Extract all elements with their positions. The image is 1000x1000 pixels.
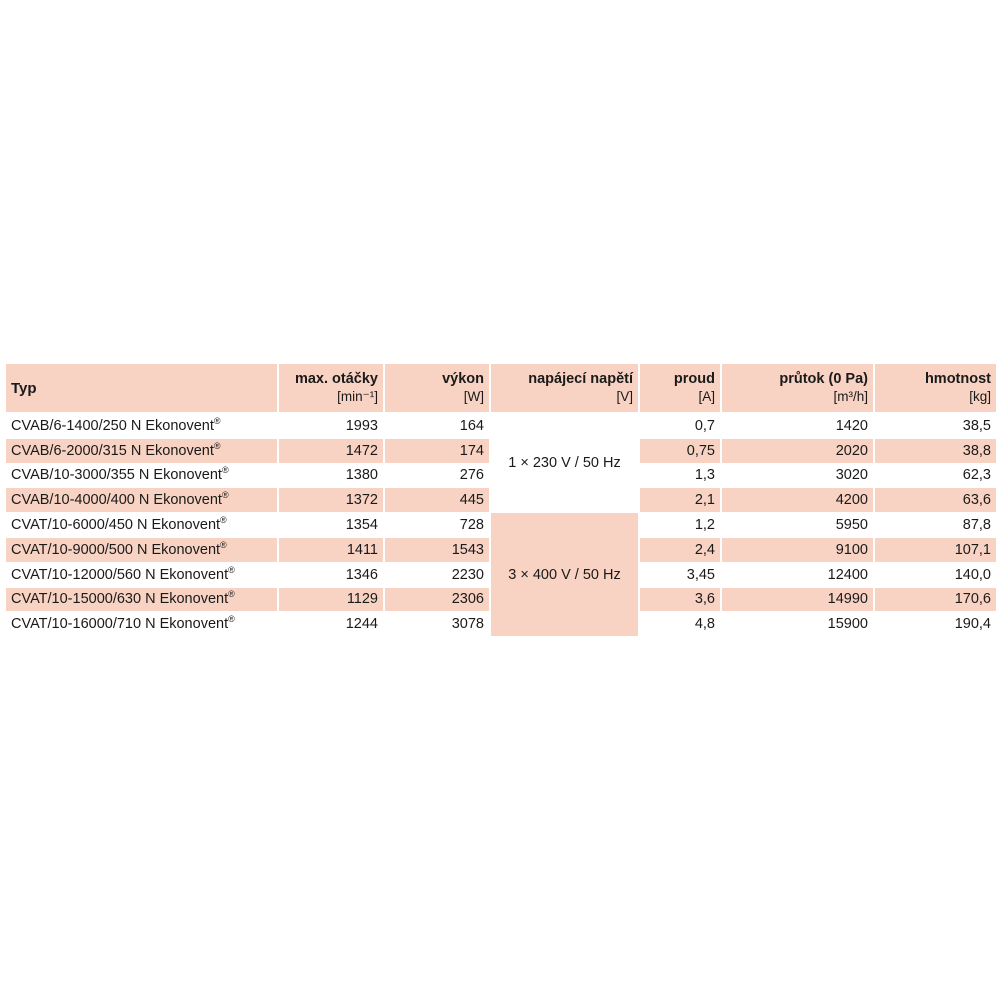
cell-proud: 1,2 xyxy=(640,513,722,538)
registered-mark: ® xyxy=(221,490,229,501)
cell-hmotnost: 62,3 xyxy=(875,464,996,489)
header-otacky-label: max. otáčky xyxy=(294,371,378,387)
cell-prutok: 12400 xyxy=(722,563,875,588)
cell-prutok: 14990 xyxy=(722,588,875,613)
cell-vykon: 1543 xyxy=(385,538,491,563)
cell-typ xyxy=(6,538,279,563)
header-vykon xyxy=(385,364,491,414)
cell-prutok: 4200 xyxy=(722,488,875,513)
cell-vykon: 164 xyxy=(385,414,491,439)
cell-typ xyxy=(6,488,279,513)
cell-vykon: 174 xyxy=(385,439,491,464)
cell-typ xyxy=(6,612,279,637)
cell-proud: 0,75 xyxy=(640,439,722,464)
cell-proud: 2,1 xyxy=(640,488,722,513)
cell-prutok: 2020 xyxy=(722,439,875,464)
registered-mark: ® xyxy=(213,440,221,451)
cell-vykon: 2306 xyxy=(385,588,491,613)
cell-hmotnost: 63,6 xyxy=(875,488,996,513)
cell-prutok: 3020 xyxy=(722,464,875,489)
cell-proud: 3,6 xyxy=(640,588,722,613)
cell-otacky: 1129 xyxy=(279,588,385,613)
header-otacky xyxy=(279,364,385,414)
header-row xyxy=(6,364,996,414)
cell-hmotnost: 87,8 xyxy=(875,513,996,538)
cell-typ xyxy=(6,513,279,538)
registered-mark: ® xyxy=(220,515,227,526)
header-vykon-unit: [W] xyxy=(463,389,484,404)
cell-typ-text: CVAB/6-2000/315 N Ekonovent xyxy=(11,442,214,459)
header-prutok-label: průtok (0 Pa) xyxy=(779,371,868,387)
cell-prutok: 9100 xyxy=(722,538,875,563)
cell-typ-text: CVAT/10-12000/560 N Ekonovent xyxy=(11,566,229,583)
cell-hmotnost: 190,4 xyxy=(875,612,996,637)
registered-mark: ® xyxy=(228,614,235,625)
header-otacky-unit: [min⁻¹] xyxy=(337,389,378,404)
cell-vykon: 276 xyxy=(385,464,491,489)
cell-prutok: 15900 xyxy=(722,612,875,637)
cell-typ-text: CVAT/10-6000/450 N Ekonovent xyxy=(11,517,221,534)
header-proud-unit: [A] xyxy=(698,389,715,404)
table-row xyxy=(6,414,996,439)
table-row xyxy=(6,513,996,538)
cell-otacky: 1993 xyxy=(279,414,385,439)
cell-napeti-group-1: 1 × 230 V / 50 Hz xyxy=(491,414,640,513)
header-napeti xyxy=(491,364,640,414)
header-prutok-unit: [m³/h] xyxy=(833,389,868,404)
cell-prutok: 1420 xyxy=(722,414,875,439)
cell-typ-text: CVAB/10-3000/355 N Ekonovent xyxy=(11,467,222,484)
header-prutok xyxy=(722,364,875,414)
cell-proud: 3,45 xyxy=(640,563,722,588)
cell-proud: 0,7 xyxy=(640,414,722,439)
cell-hmotnost: 170,6 xyxy=(875,588,996,613)
cell-otacky: 1244 xyxy=(279,612,385,637)
cell-typ-text: CVAT/10-15000/630 N Ekonovent xyxy=(11,591,229,608)
cell-otacky: 1411 xyxy=(279,538,385,563)
cell-typ-text: CVAB/10-4000/400 N Ekonovent xyxy=(11,492,222,509)
cell-otacky: 1380 xyxy=(279,464,385,489)
cell-otacky: 1354 xyxy=(279,513,385,538)
cell-otacky: 1372 xyxy=(279,488,385,513)
cell-hmotnost: 38,5 xyxy=(875,414,996,439)
header-hmotnost-label: hmotnost xyxy=(924,371,991,387)
cell-prutok: 5950 xyxy=(722,513,875,538)
cell-vykon: 2230 xyxy=(385,563,491,588)
registered-mark: ® xyxy=(213,416,221,427)
cell-napeti-group-2: 3 × 400 V / 50 Hz xyxy=(491,513,640,637)
cell-typ xyxy=(6,414,279,439)
cell-hmotnost: 140,0 xyxy=(875,563,996,588)
cell-typ xyxy=(6,439,279,464)
registered-mark: ® xyxy=(221,465,229,476)
cell-typ xyxy=(6,563,279,588)
header-hmotnost xyxy=(875,364,996,414)
header-proud-label: proud xyxy=(673,371,715,387)
cell-typ xyxy=(6,588,279,613)
cell-vykon: 728 xyxy=(385,513,491,538)
cell-vykon: 445 xyxy=(385,488,491,513)
header-napeti-unit: [V] xyxy=(616,389,633,404)
cell-typ xyxy=(6,464,279,489)
cell-typ-text: CVAT/10-9000/500 N Ekonovent xyxy=(11,541,221,558)
cell-vykon: 3078 xyxy=(385,612,491,637)
cell-otacky: 1472 xyxy=(279,439,385,464)
spec-table xyxy=(6,364,996,637)
cell-proud: 2,4 xyxy=(640,538,722,563)
registered-mark: ® xyxy=(228,564,235,575)
registered-mark: ® xyxy=(228,589,235,600)
header-typ: Typ xyxy=(6,364,279,414)
cell-hmotnost: 38,8 xyxy=(875,439,996,464)
cell-typ-text: CVAT/10-16000/710 N Ekonovent xyxy=(11,616,229,633)
cell-otacky: 1346 xyxy=(279,563,385,588)
header-hmotnost-unit: [kg] xyxy=(969,389,991,404)
header-napeti-label: napájecí napětí xyxy=(528,371,633,387)
cell-proud: 1,3 xyxy=(640,464,722,489)
header-proud xyxy=(640,364,722,414)
cell-proud: 4,8 xyxy=(640,612,722,637)
cell-hmotnost: 107,1 xyxy=(875,538,996,563)
header-vykon-label: výkon xyxy=(442,371,484,387)
registered-mark: ® xyxy=(220,540,227,551)
cell-typ-text: CVAB/6-1400/250 N Ekonovent xyxy=(11,417,214,434)
